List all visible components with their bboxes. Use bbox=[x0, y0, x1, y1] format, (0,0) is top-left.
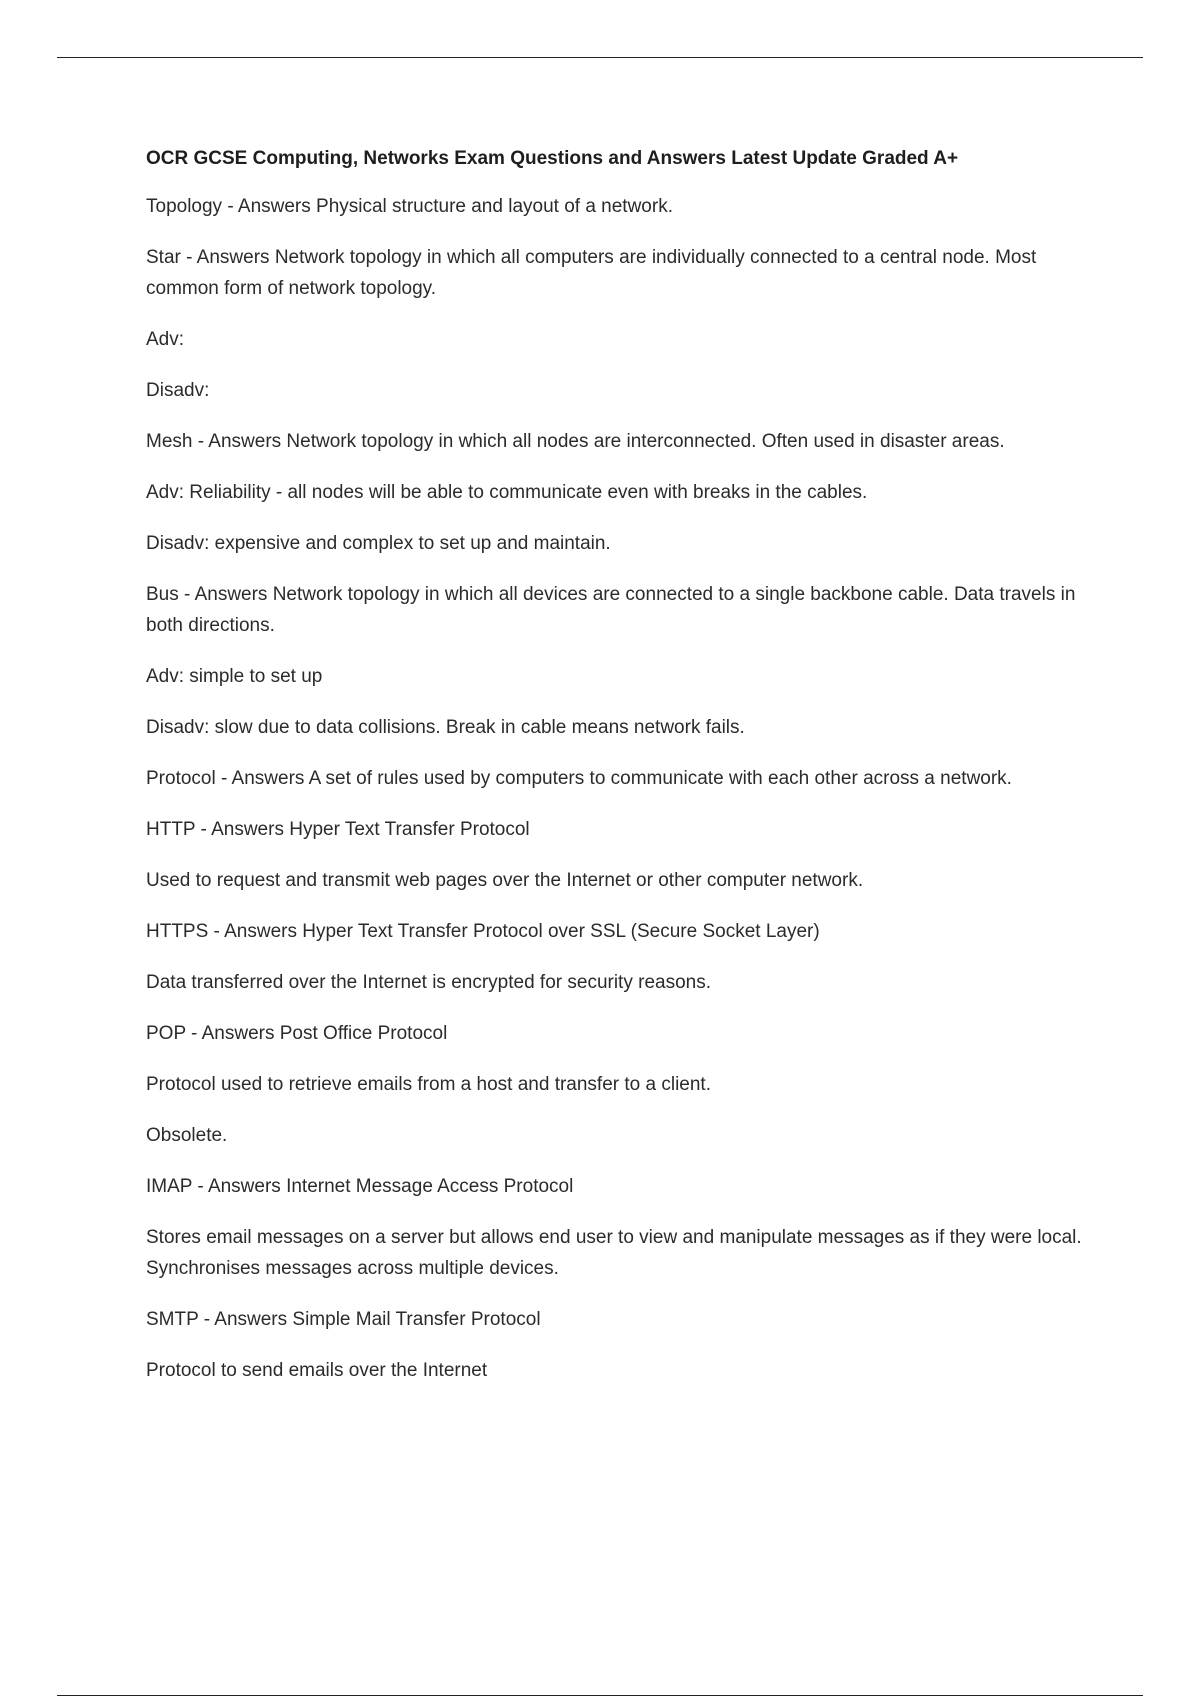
header-rule bbox=[57, 57, 1143, 58]
paragraph-smtp: SMTP - Answers Simple Mail Transfer Protocol bbox=[146, 1309, 541, 1330]
paragraph-star: Star - Answers Network topology in which all computers are individually connected to a central node. Most common form of network topology. bbox=[146, 247, 1037, 299]
paragraph-pop: POP - Answers Post Office Protocol bbox=[146, 1023, 448, 1044]
paragraph-pop-desc: Protocol used to retrieve emails from a host and transfer to a client. bbox=[146, 1074, 711, 1095]
paragraph-star-disadv: Disadv: bbox=[146, 380, 210, 401]
paragraph-imap: IMAP - Answers Internet Message Access Protocol bbox=[146, 1176, 574, 1197]
document-body bbox=[146, 144, 1086, 1406]
paragraph-http: HTTP - Answers Hyper Text Transfer Protocol bbox=[146, 819, 530, 840]
paragraph-https-desc: Data transferred over the Internet is encrypted for security reasons. bbox=[146, 972, 711, 993]
paragraph-mesh-disadv: Disadv: expensive and complex to set up and maintain. bbox=[146, 533, 611, 554]
paragraph-bus-adv: Adv: simple to set up bbox=[146, 666, 323, 687]
paragraph-bus-disadv: Disadv: slow due to data collisions. Break in cable means network fails. bbox=[146, 717, 745, 738]
paragraph-protocol: Protocol - Answers A set of rules used by computers to communicate with each other across a network. bbox=[146, 768, 1012, 789]
paragraph-imap-desc: Stores email messages on a server but allows end user to view and manipulate messages as if they were local. Synchronises messages across multiple devices. bbox=[146, 1227, 1082, 1279]
paragraph-star-adv: Adv: bbox=[146, 329, 185, 350]
paragraph-topology: Topology - Answers Physical structure and layout of a network. bbox=[146, 196, 673, 217]
footer-rule bbox=[57, 1695, 1143, 1696]
paragraph-mesh: Mesh - Answers Network topology in which all nodes are interconnected. Often used in disaster areas. bbox=[146, 431, 1005, 452]
document-title: OCR GCSE Computing, Networks Exam Questions and Answers Latest Update Graded A+ bbox=[146, 148, 959, 169]
paragraph-pop-obsolete: Obsolete. bbox=[146, 1125, 228, 1146]
paragraph-smtp-desc: Protocol to send emails over the Internet bbox=[146, 1360, 488, 1381]
paragraph-https: HTTPS - Answers Hyper Text Transfer Protocol over SSL (Secure Socket Layer) bbox=[146, 921, 820, 942]
paragraph-mesh-adv: Adv: Reliability - all nodes will be able to communicate even with breaks in the cables. bbox=[146, 482, 868, 503]
paragraph-http-desc: Used to request and transmit web pages over the Internet or other computer network. bbox=[146, 870, 864, 891]
paragraph-bus: Bus - Answers Network topology in which all devices are connected to a single backbone cable. Data travels in both directions. bbox=[146, 584, 1076, 636]
